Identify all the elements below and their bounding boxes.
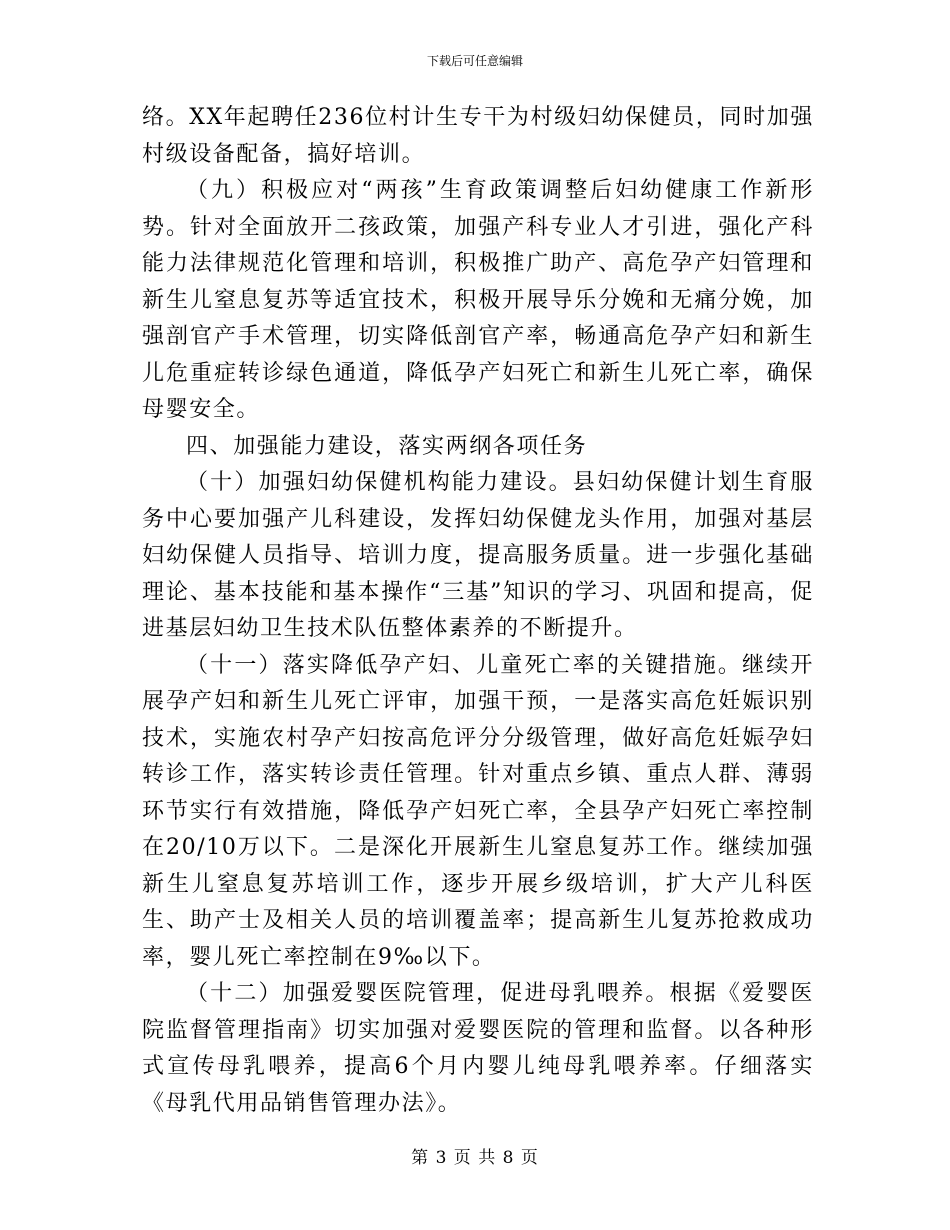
paragraph-section-12: （十二）加强爱婴医院管理，促进母乳喂养。根据《爱婴医院监督管理指南》切实加强对爱婴医院的管理和监督。以各种形式宣传母乳喂养，提高6个月内婴儿纯母乳喂养率。仔细落实《母乳代用品销售管理办法》。 xyxy=(142,981,814,1116)
section-heading-4: 四、加强能力建设，落实两纲各项任务 xyxy=(186,433,588,459)
paragraph-section-10: （十）加强妇幼保健机构能力建设。县妇幼保健计划生育服务中心要加强产儿科建设，发挥妇幼保健龙头作用，加强对基层妇幼保健人员指导、培训力度，提高服务质量。进一步强化基础理论、基本技能和基本操作“三基”知识的学习、巩固和提高，促进基层妇幼卫生技术队伍整体素养的不断提升。 xyxy=(142,470,814,641)
paragraph-continuation: 络。XX年起聘任236位村计生专干为村级妇幼保健员，同时加强村级设备配备，搞好培训。 xyxy=(142,105,814,167)
page-header: 下载后可任意编辑 xyxy=(426,54,523,68)
page-number-footer: 第 3 页 共 8 页 xyxy=(411,1148,539,1168)
paragraph-section-11: （十一）落实降低孕产妇、儿童死亡率的关键措施。继续开展孕产妇和新生儿死亡评审，加强干预，一是落实高危妊娠识别技术，实施农村孕产妇按高危评分分级管理，做好高危妊娠孕妇转诊工作，落实转诊责任管理。针对重点乡镇、重点人群、薄弱环节实行有效措施，降低孕产妇死亡率，全县孕产妇死亡率控制在20/10万以下。二是深化开展新生儿窒息复苏工作。继续加强新生儿窒息复苏培训工作，逐步开展乡级培训，扩大产儿科医生、助产士及相关人员的培训覆盖率；提高新生儿复苏抢救成功率，婴儿死亡率控制在9‰以下。 xyxy=(142,652,814,970)
paragraph-section-9: （九）积极应对“两孩”生育政策调整后妇幼健康工作新形势。针对全面放开二孩政策，加强产科专业人才引进，强化产科能力法律规范化管理和培训，积极推广助产、高危孕产妇管理和新生儿窒息复苏等适宜技术，积极开展导乐分娩和无痛分娩，加强剖官产手术管理，切实降低剖官产率，畅通高危孕产妇和新生儿危重症转诊绿色通道，降低孕产妇死亡和新生儿死亡率，确保母婴安全。 xyxy=(142,178,814,422)
document-body xyxy=(142,100,814,1122)
